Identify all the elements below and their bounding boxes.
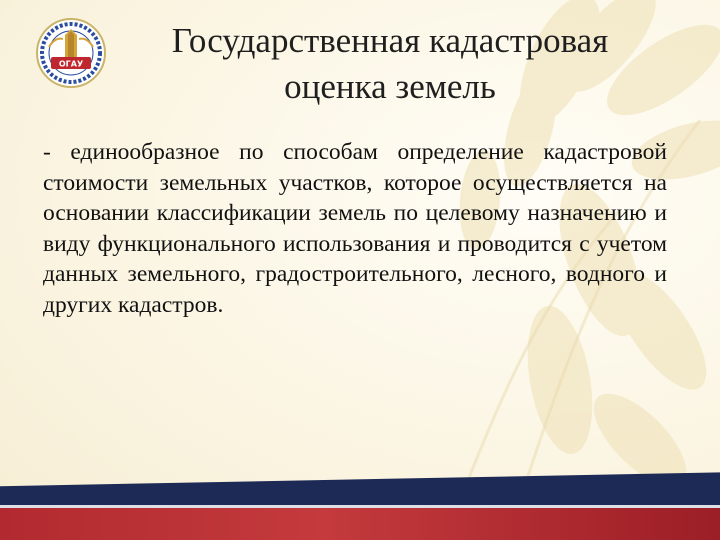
title-line-2: оценка земель bbox=[284, 67, 496, 106]
slide-body-text: - единообразное по способам определение кадастровой стоимости земельных участков, которое осуществляется на основании классификации земель по целевому назначению и виду функционального использования и проводится с учетом данных земельного, градостроительного, лесного, водного и других кадастров. bbox=[43, 139, 667, 318]
svg-text:ОГАУ: ОГАУ bbox=[58, 59, 84, 69]
footer-band-red bbox=[0, 508, 720, 540]
title-line-1: Государственная кадастровая bbox=[171, 21, 609, 60]
slide-title bbox=[100, 18, 680, 110]
university-logo bbox=[35, 17, 107, 89]
